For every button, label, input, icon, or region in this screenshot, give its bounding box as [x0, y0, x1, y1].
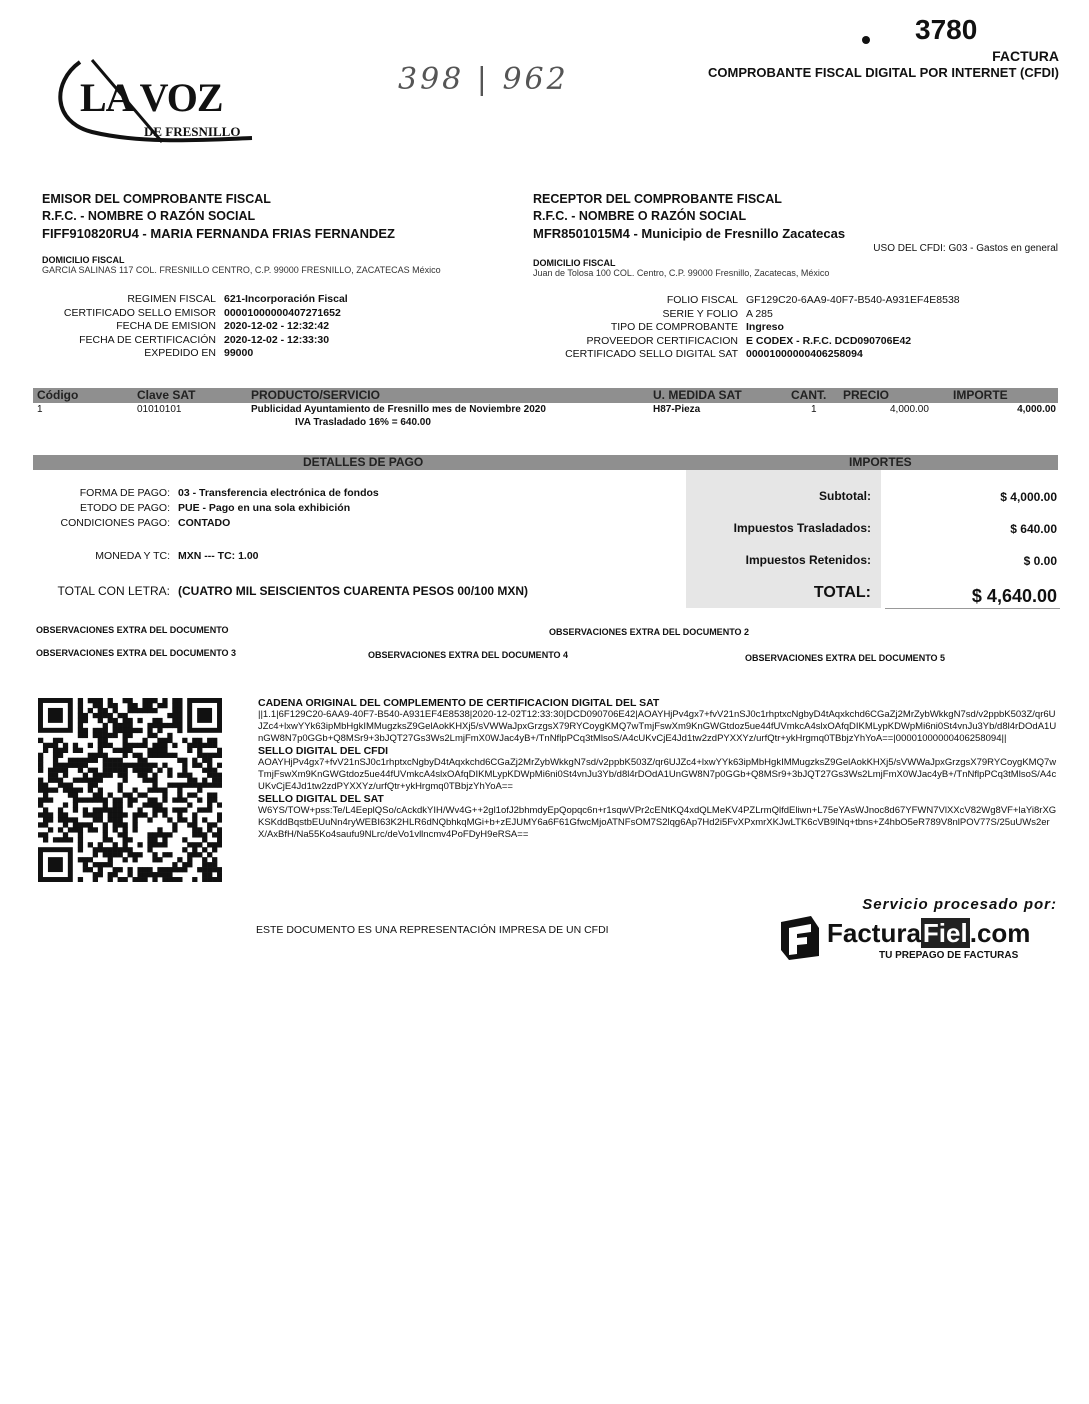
qr-code-graphic: [38, 698, 222, 882]
sello-cfdi-text: AOAYHjPv4gx7+fvV21nSJ0c1rhptxcNgbyD4tAqxkchd6CGaZj2MrZybWkkgN7sd/v2ppbK503Z/qr6UJZc4+lxwYYk63ipMbHgkIMMugzksZ9GelAokKHXj5/sVWWaJpxGrzgsX79RYCoygKMQ7wTmjFswXm9KnGWGtdoz5ue44fUVmkcA4slxOAfqDIKMLypKDWpMi6ni0St4vnJu3Yb/d8l4rDOdA1UnGW8N7p0GGb+Q8MSr9+3bJQT27Gs3Ws2LmjFmX0WJac4yB+/TnNflpPCq3tMlsoS/A4cUKvCjE4Jd1tw2zdPYXXYz/urfQtr+ykHrgmq0TBbjzYhYoA==: [258, 757, 1057, 792]
receptor-rfc-name: MFR8501015M4 - Municipio de Fresnillo Zacatecas: [533, 226, 846, 241]
observaciones-1: OBSERVACIONES EXTRA DEL DOCUMENTO: [36, 625, 229, 635]
field-label: FECHA DE CERTIFICACIÓN: [79, 333, 216, 346]
total-letra-value: (CUATRO MIL SEISCIENTOS CUARENTA PESOS 00/100 MXN): [178, 584, 529, 598]
receptor-field-row: [548, 294, 1068, 308]
field-value: PUE - Pago en una sola exhibición: [178, 502, 351, 514]
cadena-title: CADENA ORIGINAL DEL COMPLEMENTO DE CERTIFICACION DIGITAL DEL SAT: [258, 697, 660, 709]
brand-part-c: .com: [969, 918, 1031, 948]
brand-part-b: Fiel: [922, 918, 968, 948]
field-label: REGIMEN FISCAL: [127, 293, 216, 305]
field-value: E CODEX - R.F.C. DCD090706E42: [746, 334, 912, 347]
field-value: CONTADO: [178, 517, 231, 529]
pago-field-row: [0, 486, 660, 501]
total-letra-label: TOTAL CON LETRA:: [57, 584, 170, 598]
field-value: 00001000000406258094: [746, 348, 863, 360]
col-producto: PRODUCTO/SERVICIO: [251, 388, 380, 402]
total-underline: [885, 608, 1060, 609]
field-label: EXPEDIDO EN: [144, 347, 216, 359]
observaciones-4: OBSERVACIONES EXTRA DEL DOCUMENTO 4: [368, 650, 569, 660]
folio-number: 3780: [915, 14, 978, 45]
retenidos-value: $ 0.00: [1023, 554, 1057, 568]
cell-precio: 4,000.00: [890, 404, 929, 415]
subtotal-label: Subtotal:: [819, 489, 871, 503]
receptor-title: RECEPTOR DEL COMPROBANTE FISCAL: [533, 192, 782, 206]
field-label: CERTIFICADO SELLO EMISOR: [63, 306, 216, 319]
uso-cfdi: USO DEL CFDI: G03 - Gastos en general: [873, 243, 1058, 254]
emisor-fields: [26, 293, 446, 361]
field-label: ETODO DE PAGO:: [79, 502, 170, 514]
cell-codigo: 1: [37, 404, 43, 415]
emisor-section: [42, 192, 522, 275]
emisor-rfc-name: FIFF910820RU4 - MARIA FERNANDA FRIAS FERNANDEZ: [42, 226, 395, 241]
field-value: 03 - Transferencia electrónica de fondos: [178, 487, 379, 499]
cell-producto: Publicidad Ayuntamiento de Fresnillo mes de Noviembre 2020: [251, 404, 546, 415]
retenidos-label: Impuestos Retenidos:: [745, 553, 871, 567]
doc-type: FACTURA: [992, 48, 1059, 64]
cell-unidad: H87-Pieza: [653, 404, 701, 415]
field-label: SERIE Y FOLIO: [662, 307, 738, 320]
moneda-value: MXN --- TC: 1.00: [178, 550, 259, 562]
receptor-section: [533, 192, 1058, 278]
col-unidad: U. MEDIDA SAT: [653, 388, 742, 402]
pago-field-row: [0, 516, 660, 531]
sello-cfdi-title: SELLO DIGITAL DEL CFDI: [258, 745, 389, 757]
emisor-title: EMISOR DEL COMPROBANTE FISCAL: [42, 192, 271, 206]
field-value: A 285: [746, 307, 773, 320]
field-label: TIPO DE COMPROBANTE: [610, 321, 738, 333]
field-value: GF129C20-6AA9-40F7-B540-A931EF4E8538: [746, 294, 960, 306]
doc-subtitle: COMPROBANTE FISCAL DIGITAL POR INTERNET (CFDI): [708, 65, 1059, 80]
brand-part-a: Factura: [827, 918, 921, 948]
total-letra-row: [0, 584, 528, 598]
items-header-bar: [33, 388, 1058, 403]
observaciones-2: OBSERVACIONES EXTRA DEL DOCUMENTO 2: [549, 627, 750, 637]
receptor-field-row: [548, 348, 1068, 362]
field-value: 621-Incorporación Fiscal: [224, 293, 348, 305]
logo-main-text: LA VOZ: [80, 75, 223, 120]
receptor-subtitle: R.F.C. - NOMBRE O RAZÓN SOCIAL: [533, 209, 747, 223]
emisor-field-row: [26, 347, 446, 361]
qr-code-icon: [38, 698, 222, 882]
field-value: 2020-12-02 - 12:33:30: [224, 333, 330, 346]
logo: [52, 52, 282, 147]
brand-tagline: TU PREPAGO DE FACTURAS: [879, 950, 1019, 961]
receptor-domicilio-label: DOMICILIO FISCAL: [533, 258, 616, 268]
receptor-domicilio: Juan de Tolosa 100 COL. Centro, C.P. 99000 Fresnillo, Zacatecas, México: [533, 268, 830, 278]
emisor-field-row: [26, 334, 446, 348]
receptor-field-row: [548, 335, 1068, 349]
stamp-dot-icon: [862, 36, 870, 44]
servicio-text: Servicio procesado por:: [862, 896, 1057, 913]
emisor-subtitle: R.F.C. - NOMBRE O RAZÓN SOCIAL: [42, 209, 256, 223]
col-codigo: Código: [37, 388, 79, 402]
sello-sat-title: SELLO DIGITAL DEL SAT: [258, 793, 384, 805]
field-label: PROVEEDOR CERTIFICACION: [586, 334, 738, 347]
sellos-section: [258, 697, 1058, 841]
col-importe: IMPORTE: [953, 388, 1008, 402]
receptor-field-row: [548, 321, 1068, 335]
field-label: CERTIFICADO SELLO DIGITAL SAT: [565, 348, 738, 360]
facturafiel-mark-icon: [777, 916, 823, 960]
brand-wordmark: [827, 918, 1030, 949]
subtotal-value: $ 4,000.00: [1000, 490, 1057, 504]
emisor-domicilio-label: DOMICILIO FISCAL: [42, 255, 125, 265]
cell-clave: 01010101: [137, 404, 182, 415]
emisor-domicilio: GARCIA SALINAS 117 COL. FRESNILLO CENTRO, C.P. 99000 FRESNILLO, ZACATECAS México: [42, 265, 441, 275]
total-value: $ 4,640.00: [971, 586, 1057, 606]
field-label: CONDICIONES PAGO:: [60, 517, 170, 529]
leyenda-text: ESTE DOCUMENTO ES UNA REPRESENTACIÓN IMPRESA DE UN CFDI: [256, 924, 609, 936]
emisor-field-row: [26, 293, 446, 307]
field-label: FECHA DE EMISION: [116, 320, 216, 332]
facturafiel-logo: [777, 916, 1062, 968]
sello-sat-text: W6YS/TOW+pss:Te/L4EeplQSo/cAckdkYIH/Wv4G++2gl1ofJ2bhmdyEpQopqc6n+r1sqwVPr2cENtKQ4xdQLMeKV4PZLrmQlfdEliwn+L75eYAsWJnoc8d67YFWN7VlXXcV82Wg8VF+laYi8rXGKSKddBqstbEUuNn4ryWEBI63K2HLR6dNQbhkqMGi+b+zEJUMY6a6F61GfwcMjoATNFsOM7S2lqg6Ap7Hd2i5FvXPxmrXKJwLTK6cVB9lNq+tbns+Z4hbO5eR789V8nlPOV77S/25uUWs2erX/AxBfH/Na55Ko4saufu9NLrc/deVo1vllncmv4PoFDyH9eRSA==: [258, 805, 1057, 840]
trasladados-label: Impuestos Trasladados:: [733, 521, 871, 535]
trasladados-value: $ 640.00: [1010, 522, 1057, 536]
field-value: 00001000000407271652: [224, 306, 341, 319]
table-row: [33, 404, 1058, 432]
cell-cant: 1: [811, 404, 817, 415]
total-label: TOTAL:: [813, 584, 871, 601]
handwritten-note: 398 | 962: [398, 62, 569, 97]
receptor-field-row: [548, 308, 1068, 322]
field-value: 99000: [224, 347, 254, 359]
cell-iva: IVA Trasladado 16% = 640.00: [295, 417, 431, 428]
pago-header-bar: [33, 455, 1058, 470]
moneda-row: [0, 550, 259, 562]
pago-fields: [0, 486, 660, 531]
field-label: FOLIO FISCAL: [666, 294, 738, 306]
col-precio: PRECIO: [843, 388, 890, 402]
observaciones-5: OBSERVACIONES EXTRA DEL DOCUMENTO 5: [745, 653, 946, 663]
observaciones-3: OBSERVACIONES EXTRA DEL DOCUMENTO 3: [36, 648, 237, 658]
col-cant: CANT.: [791, 388, 827, 402]
moneda-label: MONEDA Y TC:: [95, 550, 170, 562]
receptor-fields: [548, 294, 1068, 362]
cell-importe: 4,000.00: [1017, 404, 1056, 415]
cadena-text: ||1.1|6F129C20-6AA9-40F7-B540-A931EF4E8538|2020-12-02T12:33:30|DCD090706E42|AOAYHjPv4gx7+fvV21nSJ0c1rhptxcNgbyD4tAqxkchd6CGaZj2MrZybWkkgN7sd/v2ppbK503Z/qr6UJZc4+lxwYYk63ipMbHgkIMMugzksZ9GelAokKHXj5/sVWWaJpxGrzgsX79RYCoygKMQ7wTmjFswXm9KnGWGtdoz5ue44fUVmkcA4slxOAfqDIKMLypKDWpMi6ni0St4vnJu3Yb/d8l4rDOdA1UnGW8N7p0GGb+Q8MSr9+3bJQT27Gs3Ws2LmjFmX0WJac4yB+/TnNflpPCq3tMlsoS/A4cUKvCjE4Jd1tw2zdPYXXYz/urfQtr+ykHrgmq0TBbjzYhYoA==|00001000000406258094||: [258, 709, 1057, 744]
importes-title: IMPORTES: [849, 455, 912, 469]
field-value: 2020-12-02 - 12:32:42: [224, 320, 330, 332]
logo-sub-text: DE FRESNILLO: [144, 124, 241, 139]
emisor-field-row: [26, 320, 446, 334]
col-clave: Clave SAT: [137, 388, 196, 402]
detalles-pago-title: DETALLES DE PAGO: [303, 455, 424, 469]
pago-field-row: [0, 501, 660, 516]
emisor-field-row: [26, 307, 446, 321]
field-value: Ingreso: [746, 321, 784, 333]
field-label: FORMA DE PAGO:: [79, 487, 170, 499]
